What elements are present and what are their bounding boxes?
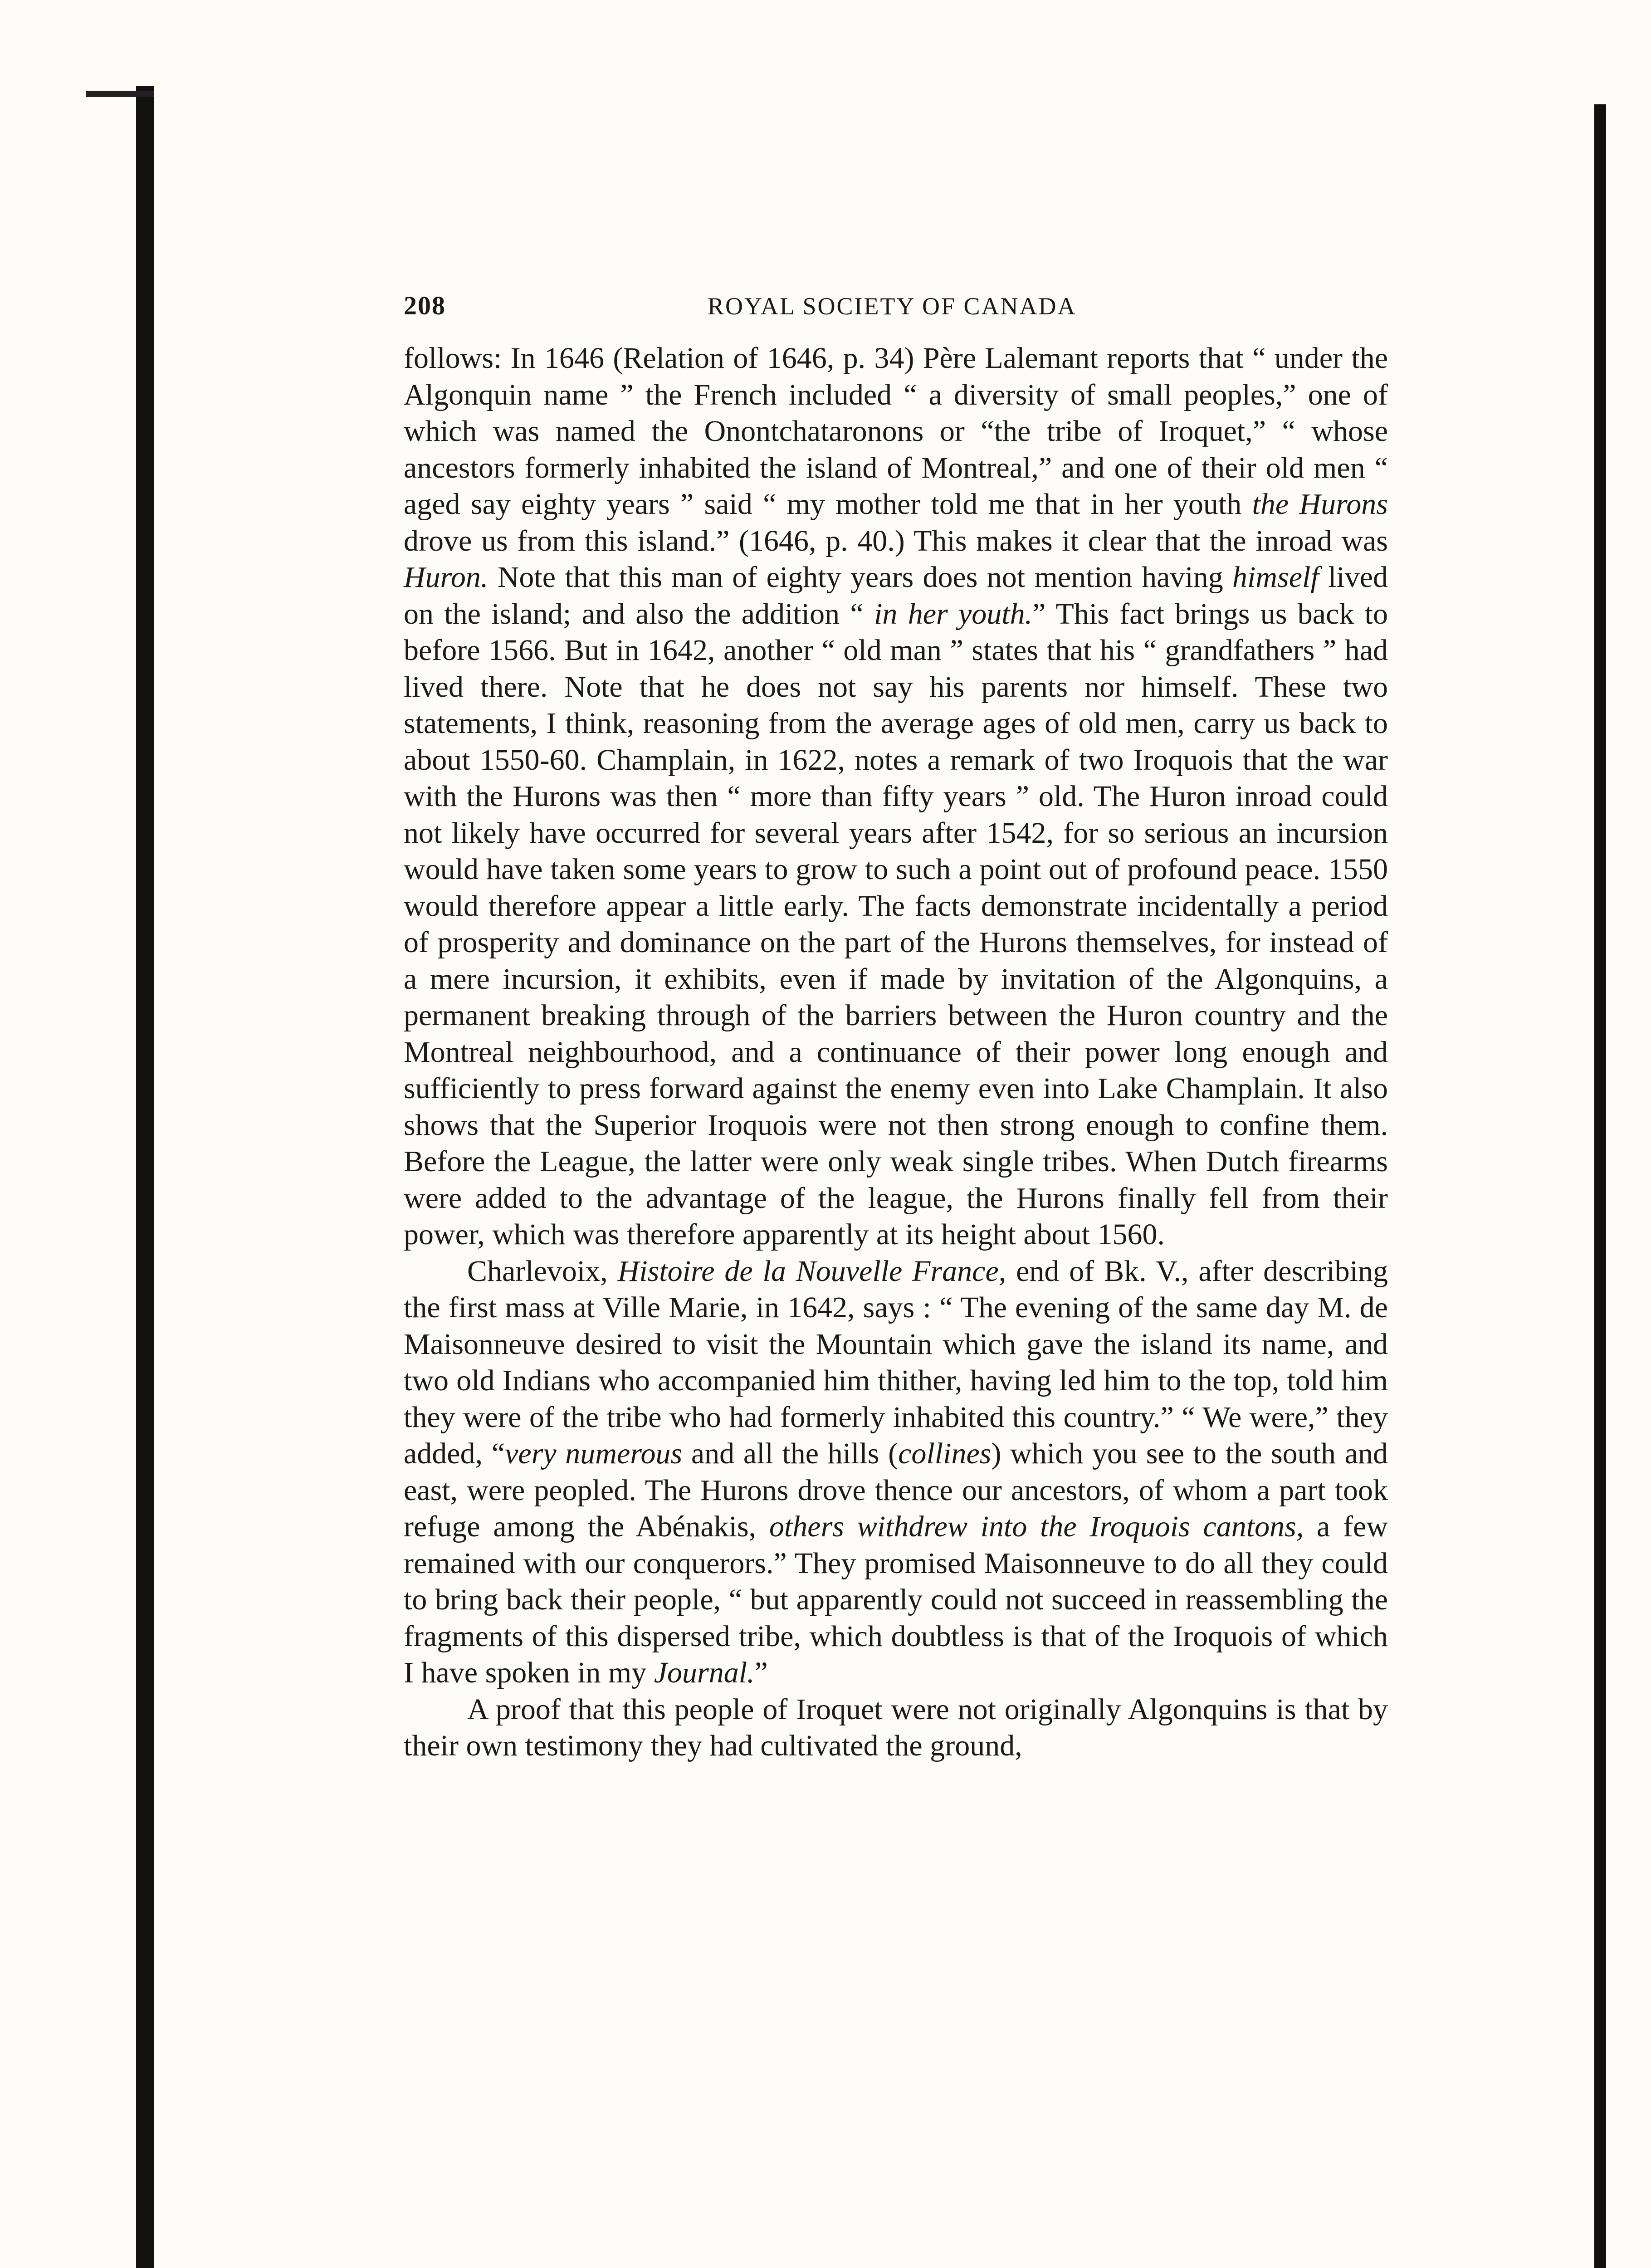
paragraph: [404, 1691, 1388, 1765]
text-run: ) which you see to the south and east, were peopled. The Hurons drove thence our ancestors, of whom a part took refuge among the Abénakis,: [404, 1437, 1388, 1543]
text-run: Charlevoix,: [467, 1254, 618, 1288]
italic-text: others withdrew into the Iroquois cantons,: [769, 1510, 1304, 1543]
page-header-title: ROYAL SOCIETY OF CANADA: [708, 293, 1077, 320]
italic-text: collines: [898, 1437, 992, 1470]
text-run: ” This fact brings us back to before 1566. But in 1642, another “ old man ” states that his “ grandfathers ” had lived there. Note that he does not say his parents nor himself. These two statements, I think, reasoning from the average ages of old men, carry us back to about 1550-60. Champlain, in 1622, notes a remark of two Iroquois that the war with the Hurons was then “ more than fifty years ” old. The Huron inroad could not likely have occurred for several years after 1542, for so serious an incursion would have taken some years to grow to such a point out of profound peace. 1550 would therefore appear a little early. The facts demonstrate incidentally a period of prosperity and dominance on the part of the Hurons themselves, for instead of a mere incursion, it exhibits, even if made by invitation of the Algonquins, a permanent breaking through of the barriers between the Huron country and the Montreal neighbourhood, and a continuance of their power long enough and sufficiently to press forward against the enemy even into Lake Champlain. It also shows that the Superior Iroquois were not then strong enough to confine them. Before the League, the latter were only weak single tribes. When Dutch firearms were added to the advantage of the league, the Hurons finally fell from their power, which was therefore apparently at its height about 1560.: [404, 597, 1388, 1251]
text-run: follows: In 1646 (Relation of 1646, p. 34) Père Lalemant reports that “ under the Algonquin name ” the French included “ a diversity of small peoples,” one of which was named the Onontchataronons or “the tribe of Iroquet,” “ whose ancestors formerly inhabited the island of Montreal,” and one of their old men “ aged say eighty years ” said “ my mother told me that in her youth: [404, 342, 1388, 521]
page-edge-left-tab: [86, 91, 154, 97]
text-run: end of Bk. V., after describing the first mass at Ville Marie, in 1642, says : “ The evening of the same day M. de Maisonneuve desired to visit the Mountain which gave the island its name, and two old Indians who accompanied him thither, having led him to the top, told him they were of the tribe who had formerly inhabited this country.” “ We were,” they added, “: [404, 1254, 1388, 1470]
italic-text: Journal.: [654, 1656, 755, 1689]
page-edge-right: [1594, 104, 1606, 2268]
text-run: A proof that this people of Iroquet were not originally Algonquins is that by their own testimony they had cultivated the ground,: [404, 1692, 1388, 1762]
italic-text: in her youth.: [874, 597, 1033, 631]
paragraph: [404, 1253, 1388, 1691]
italic-text: Huron.: [404, 561, 488, 594]
page-edge-left: [136, 86, 154, 2268]
italic-text: the Hurons: [1252, 488, 1388, 521]
text-run: a few remained with our conquerors.” They promised Maisonneuve to do all they could to bring back their people, “ but apparently could not succeed in reassembling the fragments of this dispersed tribe, which doubtless is that of the Iroquois of which I have spoken in my: [404, 1510, 1388, 1689]
text-run: ”: [754, 1656, 768, 1689]
text-run: drove us from this island.” (1646, p. 40.) This makes it clear that the inroad was: [404, 524, 1388, 557]
italic-text: Histoire de la Nouvelle France,: [617, 1254, 1006, 1288]
body-text: [404, 340, 1388, 1765]
paragraph: [404, 340, 1388, 1253]
italic-text: himself: [1232, 561, 1319, 594]
text-run: Note that this man of eighty years does not mention having: [488, 561, 1233, 594]
book-page: [404, 290, 1388, 1765]
text-run: and all the hills (: [682, 1437, 899, 1470]
page-number: 208: [404, 291, 446, 320]
italic-text: very numerous: [505, 1437, 683, 1470]
running-head: [404, 290, 1388, 340]
text-run: lived on the island; and also the addition “: [404, 561, 1388, 631]
